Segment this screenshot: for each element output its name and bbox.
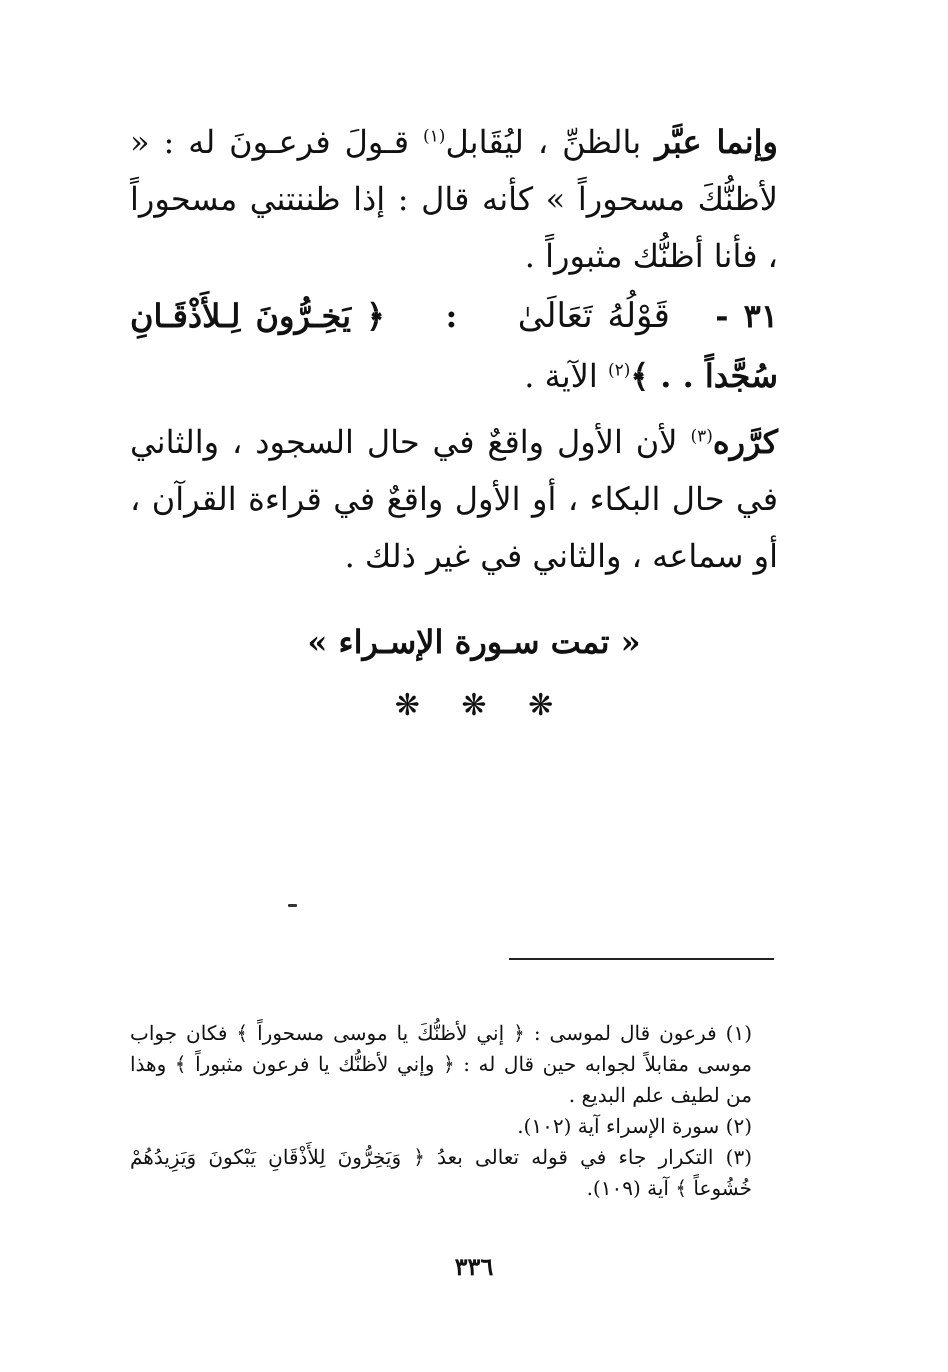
- footnote-divider: [509, 958, 774, 960]
- paragraph-1-lead: وإنما عبَّر: [655, 123, 779, 161]
- footnote-2: (٢) سورة الإسراء آية (١٠٢).: [517, 1114, 752, 1138]
- paragraph-1: [130, 114, 778, 285]
- page-speck: [288, 904, 297, 907]
- footnotes: [130, 1018, 778, 1204]
- footnote-ref-3: (٣): [690, 426, 713, 447]
- verse-colon: :: [445, 297, 458, 335]
- footnote-ref-2: (٢): [607, 360, 631, 381]
- page-number: ٣٣٦: [454, 1252, 494, 1281]
- footnote-ref-1: (١): [423, 126, 446, 147]
- paragraph-1-text: بالظنِّ ، ليُقَابل: [445, 123, 656, 161]
- section-stars-icon: ❋ ❋ ❋: [394, 688, 570, 723]
- surah-end-title: « تمت سـورة الإسـراء »: [307, 623, 641, 661]
- paragraph-1-rest: قـولَ فرعـونَ له : « لأظنُّكَ مسحوراً » كأنه قال : إذا ظننتني مسحوراً ، فأنا أظنُّك مثبوراً .: [130, 123, 778, 275]
- paragraph-2-text: لأن الأول واقعٌ في حال السجود ، والثاني في حال البكاء ، أو الأول واقعٌ في قراءة القرآن ، أو سماعه ، والثاني في غير ذلك .: [130, 423, 778, 575]
- verse-text: ﴿ يَخِـرُّونَ لِـلأَذْقَـانِ سُجَّداً . . ﴾: [130, 297, 778, 395]
- footnote-1: (١) فرعون قال لموسى : ﴿ إني لأظنُّكَ يا موسى مسحوراً ﴾ فكان جواب موسى مقابلاً لجوابه حين قال له : ﴿ وإني لأظنُّك يا فرعون مثبوراً ﴾ وهذا من لطيف علم البديع .: [130, 1021, 752, 1107]
- verse-tail: الآية .: [524, 357, 608, 395]
- qawluhu-taala: قَوْلُهُ تَعَالَىٰ: [517, 296, 670, 336]
- paragraph-2-lead: كرَّره: [712, 423, 778, 461]
- verse-heading: [130, 286, 778, 406]
- verse-number: ٣١ -: [715, 297, 779, 335]
- paragraph-2: [130, 414, 778, 585]
- footnote-3: (٣) التكرار جاء في قوله تعالى بعدُ ﴿ وَيَخِرُّونَ لِلأَذْقَانِ يَبْكونَ وَيَزِيدُهُمْ خُشُوعاً ﴾ آية (١٠٩).: [130, 1145, 752, 1200]
